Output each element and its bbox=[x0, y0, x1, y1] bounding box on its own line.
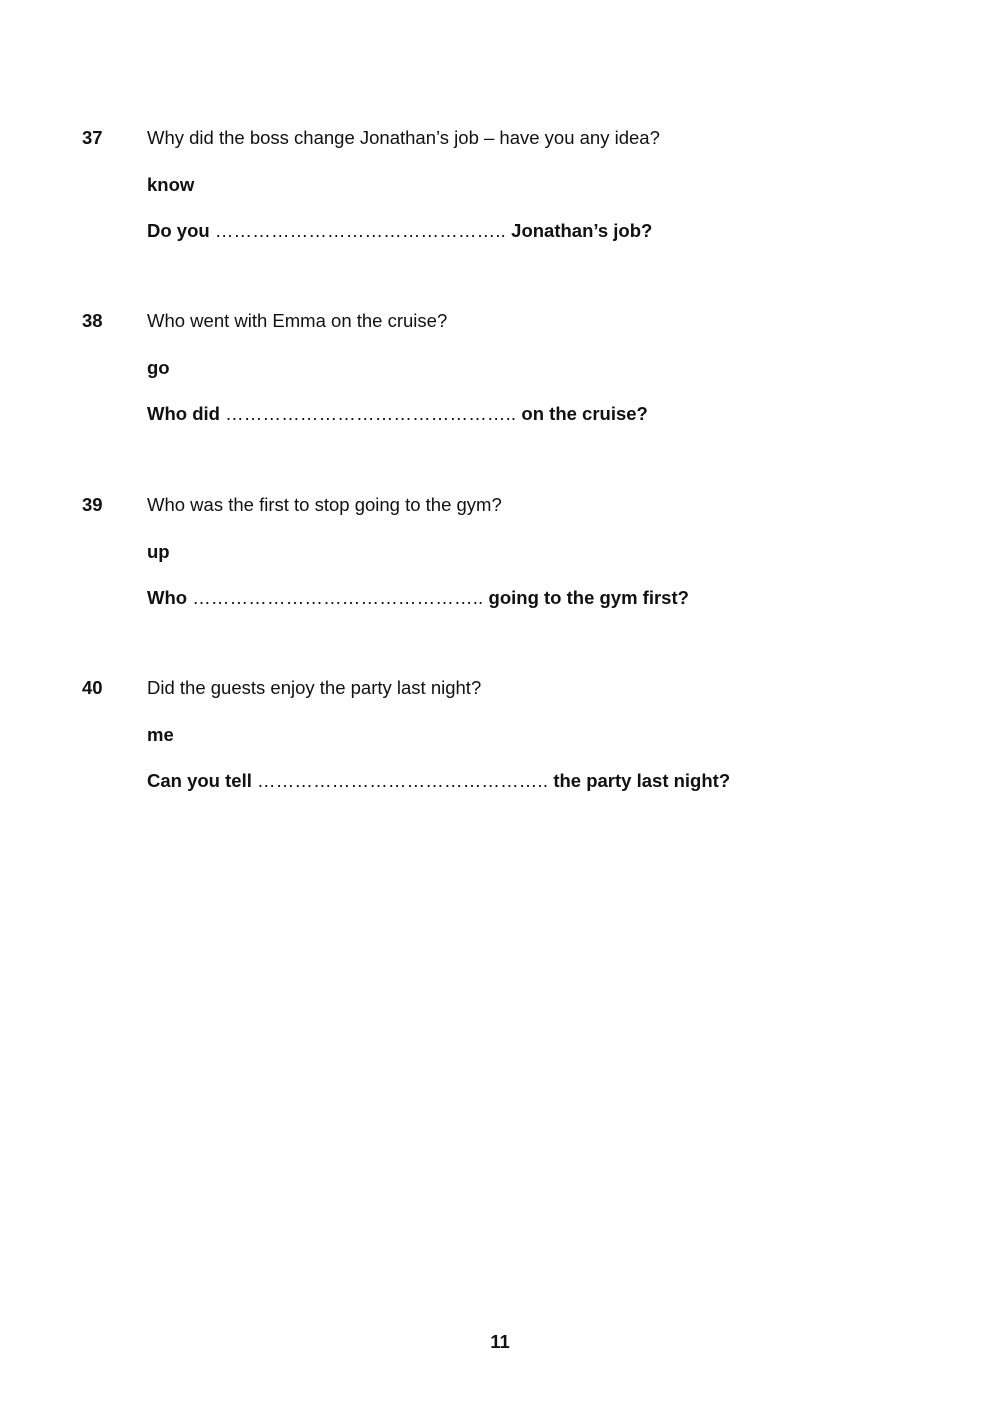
answer-sentence bbox=[147, 220, 652, 242]
question-keyword: know bbox=[147, 174, 195, 195]
question-number: 39 bbox=[82, 494, 103, 515]
question-40 bbox=[0, 677, 1000, 807]
question-37 bbox=[0, 127, 1000, 257]
answer-lead: Do you bbox=[147, 220, 210, 241]
question-38 bbox=[0, 310, 1000, 440]
question-number: 37 bbox=[82, 127, 103, 148]
question-number: 38 bbox=[82, 310, 103, 331]
answer-sentence bbox=[147, 403, 648, 425]
answer-tail: on the cruise? bbox=[521, 403, 648, 424]
answer-gap[interactable]: ……………………………………….. bbox=[192, 587, 484, 608]
question-39 bbox=[0, 494, 1000, 624]
answer-gap[interactable]: ……………………………………….. bbox=[214, 220, 507, 241]
answer-tail: going to the gym first? bbox=[488, 587, 689, 608]
question-keyword: me bbox=[147, 724, 174, 745]
answer-sentence bbox=[147, 770, 730, 792]
question-keyword: up bbox=[147, 541, 170, 562]
question-number: 40 bbox=[82, 677, 103, 698]
question-keyword: go bbox=[147, 357, 170, 378]
answer-lead: Who did bbox=[147, 403, 220, 424]
page-number: 11 bbox=[490, 1331, 510, 1352]
answer-lead: Who bbox=[147, 587, 188, 608]
question-prompt: Who was the first to stop going to the gym? bbox=[147, 494, 502, 515]
answer-lead: Can you tell bbox=[147, 770, 252, 791]
question-prompt: Who went with Emma on the cruise? bbox=[147, 310, 448, 331]
question-prompt: Did the guests enjoy the party last night? bbox=[147, 677, 482, 698]
answer-sentence bbox=[147, 587, 689, 609]
answer-gap[interactable]: ……………………………………….. bbox=[225, 403, 517, 424]
answer-gap[interactable]: ……………………………………….. bbox=[257, 770, 549, 791]
answer-tail: the party last night? bbox=[553, 770, 731, 791]
answer-tail: Jonathan’s job? bbox=[511, 220, 653, 241]
question-prompt: Why did the boss change Jonathan’s job – have you any idea? bbox=[147, 127, 660, 148]
